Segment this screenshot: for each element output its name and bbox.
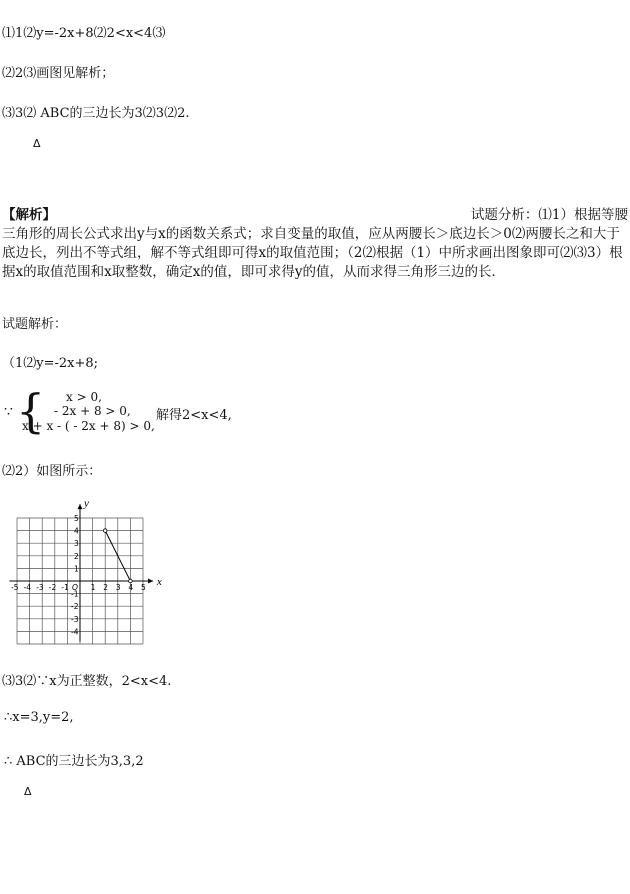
x-axis-label: x (156, 576, 162, 588)
x-tick-label: O (72, 583, 78, 592)
y-tick-label: 4 (74, 526, 79, 536)
x-tick-label: -2 (48, 583, 57, 592)
y-axis-arrow (78, 504, 83, 509)
inequality-1: x > 0, (66, 390, 102, 404)
therefore-2: ∴ ABC的三边长为3,3,2 (4, 754, 144, 769)
inequality-2: - 2x + 8 > 0, (54, 404, 131, 418)
analysis-text: 三角形的周长公式求出y与x的函数关系式；求自变量的取值，应从两腰长＞底边长＞0⑵两腰长之和大于底边长，列出不等式组，解不等式组即可得x的取值范围；（2⑵根据（1）中所求画出图象即可⑵⑶3）根据x的取值范围和x取整数，确定x的值，即可求得y的值，从而求得三角形三边的长． (2, 226, 623, 280)
answer-part3: ⑶3⑵ ABC的三边长为3⑵3⑵2. (2, 106, 190, 121)
y-tick-label: 3 (74, 539, 79, 549)
x-tick-label: 3 (115, 583, 121, 592)
solve-result: 解得2<x<4, (156, 408, 232, 423)
triangle-symbol: Δ (33, 137, 41, 150)
y-tick-label: -2 (71, 602, 79, 612)
y-tick-label: -1 (71, 589, 79, 599)
x-tick-label: -4 (23, 583, 32, 592)
y-tick-label: 1 (74, 564, 79, 574)
y-tick-label: -3 (71, 614, 79, 624)
because-symbol: ∵ (4, 404, 13, 420)
x-tick-label: 1 (90, 583, 96, 592)
answer-part2: ⑵2⑶画图见解析； (2, 66, 115, 81)
solution-label: 试题解析： (2, 317, 68, 332)
endpoint-open-circle (129, 579, 133, 583)
x-tick-label: -1 (61, 583, 69, 592)
triangle-symbol-2: Δ (24, 785, 32, 798)
y-tick-label: -4 (71, 627, 79, 637)
solution-step1: （1⑵y=-2x+8; (2, 356, 99, 371)
y-tick-label: 5 (74, 514, 79, 523)
endpoint-open-circle (103, 529, 107, 533)
x-axis-arrow (148, 579, 153, 584)
y-axis-label: y (84, 498, 89, 510)
x-tick-label: 4 (128, 583, 134, 592)
therefore-1: ∴x=3,y=2, (4, 710, 74, 725)
solution-step3: ⑶3⑵∵x为正整数，2<x<4. (2, 674, 172, 689)
brace: { (16, 384, 46, 438)
analysis-paragraph (2, 206, 628, 282)
analysis-hint-label: 试题分析：⑴1）根据等腰 (470, 207, 628, 223)
x-tick-label: -3 (36, 583, 44, 592)
inequality-3: x + x - ( - 2x + 8) > 0, (22, 419, 155, 433)
x-tick-label: -5 (11, 583, 19, 592)
inequality-system (4, 384, 304, 438)
y-tick-label: 2 (74, 551, 79, 561)
function-graph (0, 498, 170, 648)
x-tick-label: 2 (103, 583, 108, 592)
answer-part1: ⑴1⑵y=-2x+8⑵2<x<4⑶ (2, 26, 166, 41)
solution-step2: ⑵2）如图所示： (2, 464, 102, 479)
analysis-heading: 【解析】 (2, 207, 56, 223)
x-tick-label: 5 (141, 583, 146, 592)
